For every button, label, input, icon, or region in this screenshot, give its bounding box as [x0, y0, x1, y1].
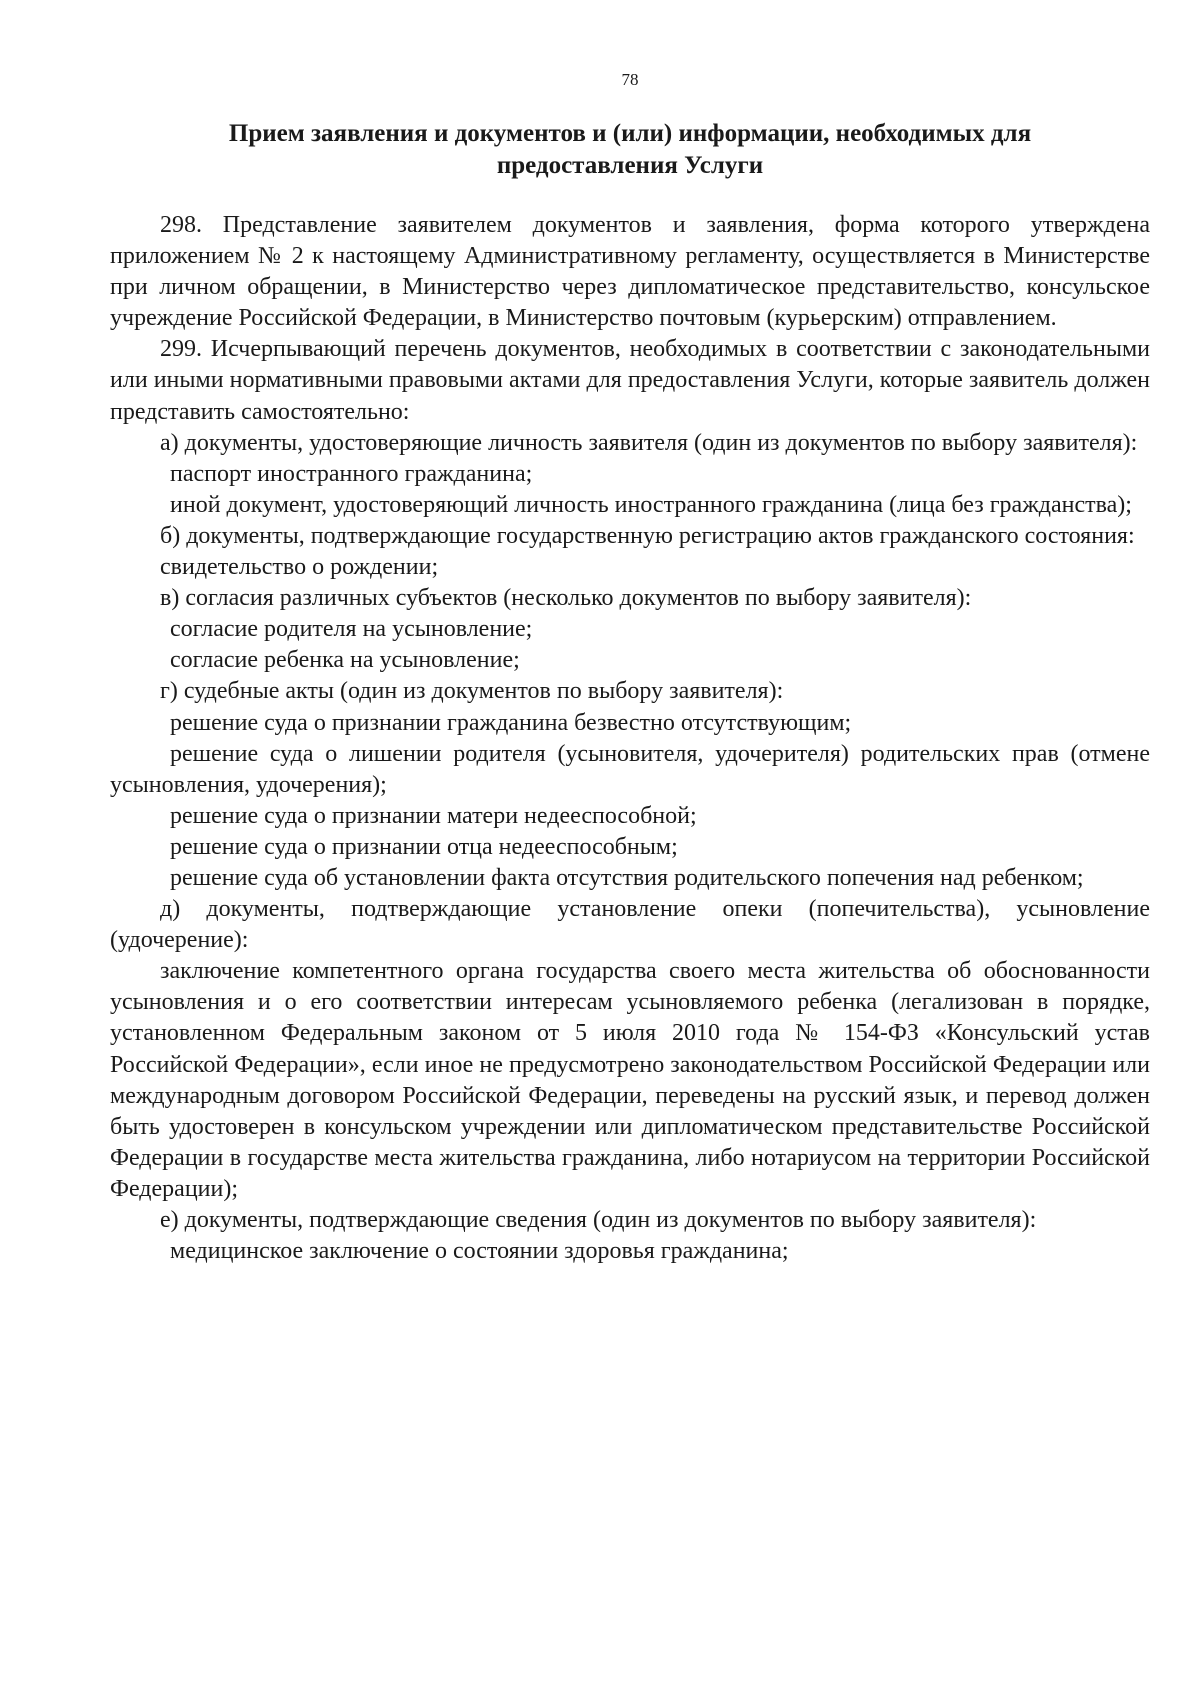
list-item-g: г) судебные акты (один из документов по выбору заявителя):	[160, 678, 784, 705]
list-subitem: решение суда о лишении родителя (усыновителя, удочерителя) родительских прав (отмене усыновления, удочерения);	[110, 740, 1150, 798]
list-subitem: решение суда об установлении факта отсутствия родительского попечения над ребенком;	[170, 864, 1084, 891]
section-title-line-1: Прием заявления и документов и (или) информации, необходимых для	[228, 120, 1032, 147]
section-title	[110, 118, 1150, 182]
list-subitem: решение суда о признании гражданина безвестно отсутствующим;	[170, 709, 852, 736]
paragraph-298: 298. Представление заявителем документов и заявления, форма которого утверждена приложением № 2 к настоящему Административному регламенту, осуществляется в Министерстве при личном обращении, в Министерство через дипломатическое представительство, консульское учреждение Российской Федерации, в Министерство почтовым (курьерским) отправлением.	[110, 212, 1150, 332]
list-subitem: иной документ, удостоверяющий личность иностранного гражданина (лица без гражданства);	[170, 491, 1132, 518]
list-item-v: в) согласия различных субъектов (несколько документов по выбору заявителя):	[160, 585, 972, 612]
list-subitem: согласие ребенка на усыновление;	[170, 647, 520, 674]
list-subitem: паспорт иностранного гражданина;	[170, 460, 533, 487]
list-item-e: е) документы, подтверждающие сведения (один из документов по выбору заявителя):	[160, 1207, 1037, 1233]
section-title-line-2: предоставления Услуги	[496, 152, 764, 179]
document-body	[110, 210, 1150, 1267]
list-subitem: свидетельство о рождении;	[160, 554, 439, 581]
list-item-d: д) документы, подтверждающие установление опеки (попечительства), усыновление (удочерение):	[110, 896, 1150, 954]
paragraph-299: 299. Исчерпывающий перечень документов, необходимых в соответствии с законодательными или иными нормативными правовыми актами для предоставления Услуги, которые заявитель должен представить самостоятельно:	[110, 336, 1150, 425]
list-item-a: а) документы, удостоверяющие личность заявителя (один из документов по выбору заявителя):	[160, 429, 1138, 456]
list-subitem: решение суда о признании отца недееспособным;	[170, 833, 678, 860]
list-item-b: б) документы, подтверждающие государственную регистрацию актов гражданского состояния:	[160, 522, 1135, 549]
list-subitem: заключение компетентного органа государства своего места жительства об обоснованности усыновления и о его соответствии интересам усыновляемого ребенка (легализован в порядке, установленном Федеральным законом от 5 июля 2010 года № 154-ФЗ «Консульский устав Российской Федерации», если иное не предусмотрено законодательством Российской Федерации или международным договором Российской Федерации, переведены на русский язык, и перевод должен быть удостоверен в консульском учреждении или дипломатическом представительстве Российской Федерации в государстве места жительства гражданина, либо нотариусом на территории Российской Федерации);	[110, 958, 1150, 1202]
list-subitem: решение суда о признании матери недееспособной;	[170, 802, 697, 829]
page-number: 78	[621, 70, 639, 89]
document-page	[110, 70, 1150, 1267]
list-subitem: согласие родителя на усыновление;	[170, 616, 533, 643]
list-subitem: медицинское заключение о состоянии здоровья гражданина;	[170, 1238, 789, 1265]
